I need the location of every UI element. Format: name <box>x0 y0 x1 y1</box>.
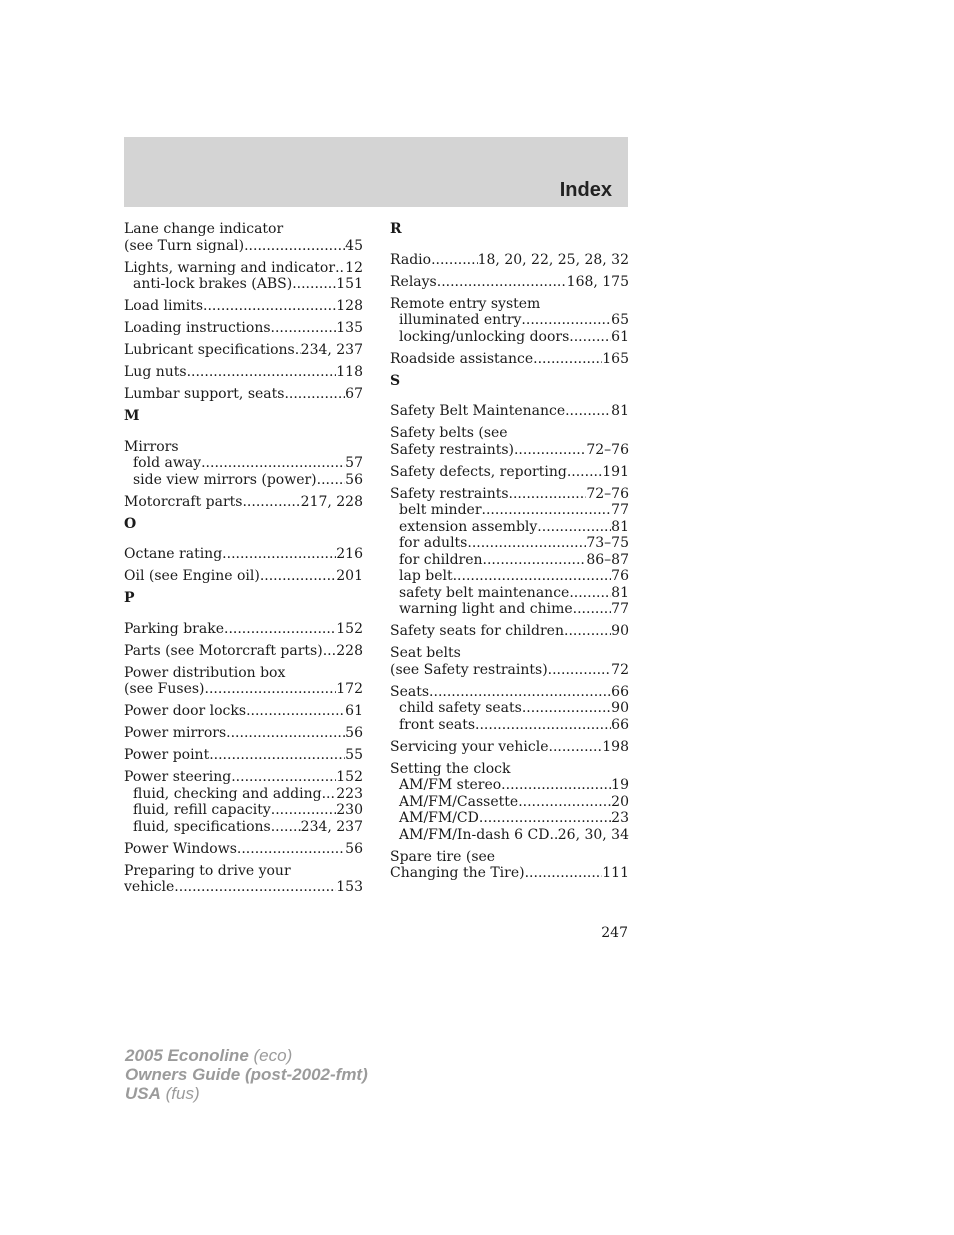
index-column-right <box>390 221 629 887</box>
index-entry <box>124 747 363 764</box>
entry-page-ref: 57 <box>345 455 363 471</box>
index-entry <box>124 863 363 896</box>
entry-text: fluid, specifications <box>133 818 271 835</box>
dot-leader <box>222 546 336 563</box>
index-entry <box>124 621 363 638</box>
index-entry <box>124 320 363 337</box>
entry-page-ref: 66 <box>611 716 629 733</box>
dot-leader <box>573 601 612 618</box>
index-letter-heading: M <box>124 408 140 424</box>
entry-text: Changing the Tire) <box>390 865 525 881</box>
entry-text: Safety Belt Maintenance <box>390 403 566 419</box>
entry-page-ref: 81 <box>611 403 629 419</box>
index-entry-line <box>390 274 629 291</box>
index-entry-line <box>390 425 629 442</box>
entry-page-ref: 217, 228 <box>300 493 363 510</box>
entry-text: anti-lock brakes (ABS) <box>133 276 293 292</box>
index-entry-line <box>390 623 629 640</box>
entry-text: Lumbar support, seats <box>124 386 285 402</box>
entry-text: Power Windows <box>124 840 237 857</box>
entry-page-ref: 165 <box>602 350 629 367</box>
dot-leader <box>518 794 611 811</box>
entry-page-ref: 56 <box>345 471 363 488</box>
index-entry <box>124 769 363 835</box>
entry-text: Safety belts (see <box>390 425 508 441</box>
index-entry <box>390 739 629 756</box>
index-letter-heading: O <box>124 515 137 532</box>
dot-leader <box>292 276 336 293</box>
dot-leader <box>242 494 300 511</box>
entry-page-ref: 153 <box>336 879 363 895</box>
entry-text: fluid, checking and adding <box>133 785 322 802</box>
entry-text: (see Turn signal) <box>124 237 245 254</box>
dot-leader <box>205 681 337 698</box>
index-entry <box>124 298 363 315</box>
index-letter-heading: S <box>390 372 401 389</box>
index-entry <box>124 364 363 381</box>
index-entry-line <box>124 703 363 720</box>
index-entry-line <box>124 621 363 638</box>
entry-text: Preparing to drive your <box>124 862 291 879</box>
index-entry <box>390 623 629 640</box>
footer <box>125 1046 368 1103</box>
index-entry <box>124 665 363 698</box>
dot-leader <box>483 552 587 569</box>
entry-text: Safety seats for children <box>390 623 564 639</box>
entry-text: AM/FM/Cassette <box>399 793 519 810</box>
index-entry-line <box>390 252 629 269</box>
entry-text: warning light and chime <box>399 601 573 617</box>
dot-leader <box>231 769 336 786</box>
index-entry-line <box>124 364 363 381</box>
index-entry-line <box>390 486 629 503</box>
entry-text: Power steering <box>124 769 232 785</box>
entry-text: Lane change indicator <box>124 221 284 237</box>
entry-text: locking/unlocking doors <box>399 328 570 345</box>
entry-page-ref: 201 <box>336 568 363 584</box>
entry-text: extension assembly <box>399 518 538 535</box>
dot-leader <box>533 351 602 368</box>
entry-page-ref: 76 <box>611 568 629 584</box>
index-entry <box>390 849 629 882</box>
index-subentry-line <box>390 502 629 519</box>
index-entry-line <box>124 747 363 764</box>
index-entry <box>124 494 363 511</box>
index-subentry-line <box>390 552 629 569</box>
dot-leader <box>569 329 611 346</box>
entry-page-ref: 230 <box>336 802 363 818</box>
entry-text: AM/FM/CD <box>399 810 479 826</box>
index-entry <box>124 439 363 489</box>
index-entry-line <box>390 662 629 679</box>
index-subentry-line <box>390 700 629 717</box>
entry-page-ref: 72 <box>611 661 629 678</box>
dot-leader <box>565 403 611 420</box>
index-subentry-line <box>124 455 363 472</box>
dot-leader <box>429 684 611 701</box>
index-entry-line <box>390 403 629 420</box>
index-entry <box>390 761 629 844</box>
dot-leader <box>514 442 586 459</box>
dot-leader <box>187 364 337 381</box>
dot-leader <box>564 623 611 640</box>
dot-leader <box>174 879 336 896</box>
entry-page-ref: 172 <box>336 681 363 697</box>
index-subentry-line <box>390 717 629 734</box>
footer-line-2: Owners Guide (post-2002-fmt) <box>125 1065 368 1084</box>
index-entry-line <box>124 841 363 858</box>
entry-text: Safety defects, reporting <box>390 463 567 480</box>
index-entry-line <box>124 260 363 277</box>
dot-leader <box>244 238 345 255</box>
dot-leader <box>322 786 337 803</box>
entry-page-ref: 198 <box>602 738 629 755</box>
entry-page-ref: 73–75 <box>586 535 629 551</box>
index-entry-line <box>124 386 363 403</box>
entry-page-ref: 56 <box>345 725 363 741</box>
index-entry <box>124 841 363 858</box>
entry-page-ref: 23 <box>611 810 629 826</box>
index-entry-line <box>124 725 363 742</box>
entry-text: Seat belts <box>390 645 461 661</box>
dot-leader <box>467 535 586 552</box>
index-entry-line <box>390 645 629 662</box>
entry-text: vehicle <box>124 879 175 895</box>
dot-leader <box>271 802 337 819</box>
entry-text: Mirrors <box>124 438 179 455</box>
entry-text: child safety seats <box>399 700 522 716</box>
dot-leader <box>431 252 478 269</box>
index-subentry-line <box>124 276 363 293</box>
entry-page-ref: 65 <box>611 312 629 328</box>
index-entry <box>124 260 363 293</box>
index-entry-line <box>390 865 629 882</box>
entry-page-ref: 135 <box>336 320 363 336</box>
index-entry-line <box>124 568 363 585</box>
entry-text: belt minder <box>399 502 482 518</box>
entry-page-ref: 18, 20, 22, 25, 28, 32 <box>477 251 629 268</box>
index-subentry-line <box>390 827 629 844</box>
entry-page-ref: 223 <box>336 785 363 802</box>
index-entry-line <box>124 879 363 896</box>
index-subentry-line <box>390 777 629 794</box>
entry-page-ref: 72–76 <box>586 441 629 458</box>
entry-text: Lights, warning and indicator <box>124 259 336 276</box>
index-subentry-line <box>390 810 629 827</box>
entry-page-ref: 55 <box>345 747 363 763</box>
entry-text: illuminated entry <box>399 312 522 328</box>
entry-text: Lubricant specifications <box>124 342 295 358</box>
entry-text: Motorcraft parts <box>124 493 243 510</box>
dot-leader <box>479 810 611 827</box>
entry-text: fluid, refill capacity <box>133 802 271 818</box>
index-entry-line <box>124 320 363 337</box>
entry-page-ref: 152 <box>336 620 363 637</box>
entry-text: AM/FM/In-dash 6 CD <box>399 826 550 843</box>
entry-text: for children <box>399 551 483 568</box>
footer-line-1: 2005 Econoline (eco) <box>125 1046 293 1065</box>
index-entry-line <box>124 546 363 563</box>
index-entry-line <box>390 442 629 459</box>
entry-page-ref: 81 <box>611 518 629 535</box>
index-entry-line <box>124 681 363 698</box>
index-entry <box>390 351 629 368</box>
index-entry <box>390 645 629 678</box>
entry-page-ref: 77 <box>611 601 629 617</box>
entry-page-ref: 81 <box>611 584 629 601</box>
entry-text: Seats <box>390 683 430 700</box>
index-subentry-line <box>390 312 629 329</box>
entry-text: Spare tire (see <box>390 848 496 865</box>
index-entry-line <box>390 296 629 313</box>
index-subentry-line <box>124 802 363 819</box>
entry-text: Setting the clock <box>390 760 511 777</box>
dot-leader <box>537 519 611 536</box>
dot-leader <box>284 386 345 403</box>
index-entry <box>390 403 629 420</box>
entry-text: front seats <box>399 716 476 733</box>
index-entry-line <box>124 769 363 786</box>
index-entry-line <box>124 221 363 238</box>
entry-text: side view mirrors (power) <box>133 471 317 488</box>
entry-page-ref: 234, 237 <box>300 342 363 358</box>
index-entry <box>124 342 363 359</box>
index-entry-line <box>390 761 629 778</box>
dot-leader <box>237 841 345 858</box>
index-entry <box>124 643 363 660</box>
index-subentry-line <box>390 535 629 552</box>
entry-text: Power distribution box <box>124 664 286 681</box>
dot-leader <box>335 260 345 277</box>
index-entry <box>124 703 363 720</box>
entry-page-ref: 19 <box>611 777 629 793</box>
index-subentry-line <box>390 519 629 536</box>
dot-leader <box>317 472 346 489</box>
entry-page-ref: 20 <box>611 793 629 810</box>
index-entry-line <box>124 342 363 359</box>
entry-text: safety belt maintenance <box>399 584 570 601</box>
index-entry-line <box>124 494 363 511</box>
entry-page-ref: 56 <box>345 840 363 857</box>
index-entry-line <box>124 439 363 456</box>
index-entry <box>124 386 363 403</box>
index-entry-line <box>124 665 363 682</box>
dot-leader <box>209 747 345 764</box>
index-entry-line <box>390 351 629 368</box>
footer-line-3: USA (fus) <box>125 1084 200 1103</box>
entry-page-ref: 66 <box>611 683 629 700</box>
entry-page-ref: 61 <box>611 328 629 345</box>
entry-page-ref: 90 <box>611 700 629 716</box>
index-letter-heading: P <box>124 590 135 606</box>
dot-leader <box>482 502 612 519</box>
dot-leader <box>437 274 567 291</box>
entry-text: fold away <box>133 455 202 471</box>
dot-leader <box>522 700 611 717</box>
dot-leader <box>323 643 337 660</box>
index-entry <box>390 425 629 458</box>
entry-text: Power door locks <box>124 703 247 719</box>
index-entry-line <box>124 643 363 660</box>
dot-leader <box>548 662 612 679</box>
dot-leader <box>271 320 337 337</box>
index-entry <box>390 684 629 734</box>
entry-text: AM/FM stereo <box>399 777 502 793</box>
entry-text: Remote entry system <box>390 295 541 312</box>
dot-leader <box>226 725 345 742</box>
entry-text: (see Fuses) <box>124 681 205 697</box>
entry-text: lap belt <box>399 568 453 584</box>
index-subentry-line <box>390 601 629 618</box>
page-number: 247 <box>601 925 628 941</box>
entry-page-ref: 228 <box>336 642 363 659</box>
index-subentry-line <box>124 472 363 489</box>
index-entry-line <box>124 238 363 255</box>
dot-leader <box>201 455 345 472</box>
entry-text: Octane rating <box>124 546 223 562</box>
entry-page-ref: 90 <box>611 623 629 639</box>
entry-text: Safety restraints) <box>390 441 514 458</box>
dot-leader <box>203 298 336 315</box>
entry-text: Roadside assistance <box>390 350 534 367</box>
index-subentry-line <box>390 568 629 585</box>
dot-leader <box>453 568 612 585</box>
index-entry-line <box>390 849 629 866</box>
entry-page-ref: 72–76 <box>586 485 629 502</box>
dot-leader <box>475 717 611 734</box>
entry-page-ref: 61 <box>345 703 363 719</box>
entry-page-ref: 111 <box>602 865 629 881</box>
index-entry-line <box>390 464 629 481</box>
dot-leader <box>569 585 611 602</box>
entry-page-ref: 191 <box>602 463 629 480</box>
entry-text: (see Safety restraints) <box>390 661 548 678</box>
index-entry <box>124 221 363 254</box>
entry-page-ref: 234, 237 <box>300 818 363 835</box>
entry-text: Safety restraints <box>390 485 509 502</box>
entry-page-ref: 152 <box>336 769 363 785</box>
index-subentry-line <box>390 585 629 602</box>
dot-leader <box>509 486 587 503</box>
entry-page-ref: 67 <box>345 386 363 402</box>
index-entry <box>390 486 629 618</box>
entry-text: Servicing your vehicle <box>390 738 549 755</box>
dot-leader <box>501 777 611 794</box>
section-title: Index <box>559 179 612 201</box>
dot-leader <box>521 312 611 329</box>
header-band <box>124 137 628 207</box>
index-entry <box>124 546 363 563</box>
index-subentry-line <box>124 819 363 836</box>
index-subentry-line <box>390 794 629 811</box>
index-subentry-line <box>390 329 629 346</box>
dot-leader <box>567 464 602 481</box>
entry-page-ref: 151 <box>336 276 363 292</box>
entry-text: Power point <box>124 747 210 763</box>
entry-page-ref: 26, 30, 34 <box>557 826 629 843</box>
dot-leader <box>246 703 345 720</box>
entry-text: Oil (see Engine oil) <box>124 568 260 584</box>
index-entry <box>390 274 629 291</box>
entry-text: Lug nuts <box>124 364 187 380</box>
entry-text: Power mirrors <box>124 725 227 741</box>
index-entry <box>390 296 629 346</box>
index-entry-line <box>124 298 363 315</box>
entry-page-ref: 168, 175 <box>566 273 629 290</box>
index-entry-line <box>390 739 629 756</box>
index-letter-heading: R <box>390 221 402 237</box>
entry-text: Load limits <box>124 298 204 314</box>
entry-page-ref: 45 <box>345 237 363 254</box>
entry-page-ref: 128 <box>336 298 363 314</box>
index-entry <box>390 252 629 269</box>
dot-leader <box>549 739 603 756</box>
entry-text: Relays <box>390 273 437 290</box>
entry-text: Loading instructions <box>124 320 271 336</box>
entry-text: for adults <box>399 535 468 551</box>
entry-text: Radio <box>390 251 432 268</box>
entry-page-ref: 12 <box>345 259 363 276</box>
index-entry <box>124 725 363 742</box>
entry-page-ref: 118 <box>336 364 363 380</box>
dot-leader <box>271 819 301 836</box>
entry-page-ref: 77 <box>611 502 629 518</box>
index-entry <box>390 464 629 481</box>
index-entry-line <box>390 684 629 701</box>
entry-page-ref: 216 <box>336 546 363 562</box>
entry-page-ref: 86–87 <box>586 551 629 568</box>
entry-text: Parking brake <box>124 620 224 637</box>
dot-leader <box>525 865 603 882</box>
entry-text: Parts (see Motorcraft parts) <box>124 642 323 659</box>
dot-leader <box>260 568 336 585</box>
index-entry <box>124 568 363 585</box>
dot-leader <box>549 827 557 844</box>
index-column-left <box>124 221 363 901</box>
index-entry-line <box>124 863 363 880</box>
index-subentry-line <box>124 786 363 803</box>
dot-leader <box>224 621 336 638</box>
